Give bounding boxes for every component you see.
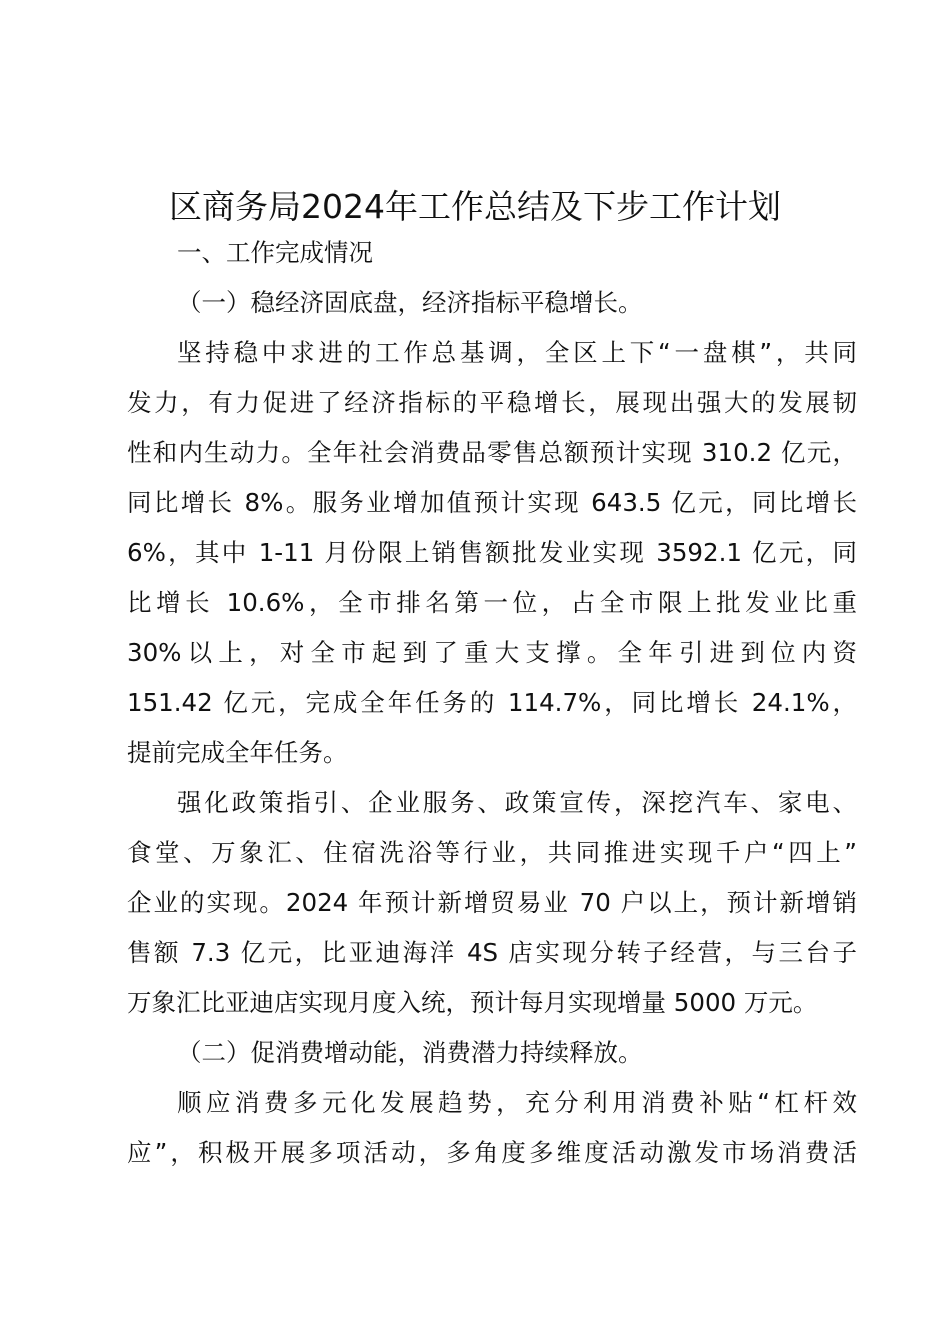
paragraph-2-line-3: 企业的实现。2024 年预计新增贸易业 70 户以上，预计新增销 xyxy=(127,888,857,917)
paragraph-3-line-1: 顺应消费多元化发展趋势，充分利用消费补贴“杠杆效 xyxy=(177,1088,857,1117)
paragraph-2-line-2: 食堂、万象汇、住宿洗浴等行业，共同推进实现千户“四上” xyxy=(127,838,857,867)
section-heading-1: 一、工作完成情况 xyxy=(177,238,373,267)
paragraph-1-line-7: 30%以上，对全市起到了重大支撑。全年引进到位内资 xyxy=(127,638,857,667)
paragraph-2-line-5: 万象汇比亚迪店实现月度入统，预计每月实现增量 5000 万元。 xyxy=(127,988,818,1017)
paragraph-1-line-5: 6%，其中 1-11 月份限上销售额批发业实现 3592.1 亿元，同 xyxy=(127,538,857,567)
paragraph-2-line-4: 售额 7.3 亿元，比亚迪海洋 4S 店实现分转子经营，与三台子 xyxy=(127,938,857,967)
paragraph-1-line-1: 坚持稳中求进的工作总基调，全区上下“一盘棋”，共同 xyxy=(177,338,857,367)
paragraph-1-line-2: 发力，有力促进了经济指标的平稳增长，展现出强大的发展韧 xyxy=(127,388,857,417)
paragraph-3-line-2: 应”，积极开展多项活动，多角度多维度活动激发市场消费活 xyxy=(127,1138,857,1167)
paragraph-2-line-1: 强化政策指引、企业服务、政策宣传，深挖汽车、家电、 xyxy=(177,788,857,817)
paragraph-1-line-4: 同比增长 8%。服务业增加值预计实现 643.5 亿元，同比增长 xyxy=(127,488,857,517)
paragraph-1-line-8: 151.42 亿元，完成全年任务的 114.7%，同比增长 24.1%， xyxy=(127,688,857,717)
paragraph-1-line-6: 比增长 10.6%，全市排名第一位，占全市限上批发业比重 xyxy=(127,588,857,617)
subsection-heading-2: （二）促消费增动能，消费潜力持续释放。 xyxy=(177,1038,643,1067)
document-title: 区商务局2024年工作总结及下步工作计划 xyxy=(169,187,781,226)
paragraph-1-line-3: 性和内生动力。全年社会消费品零售总额预计实现 310.2 亿元， xyxy=(127,438,857,467)
paragraph-1-line-9: 提前完成全年任务。 xyxy=(127,738,348,767)
subsection-heading-1: （一）稳经济固底盘，经济指标平稳增长。 xyxy=(177,288,643,317)
